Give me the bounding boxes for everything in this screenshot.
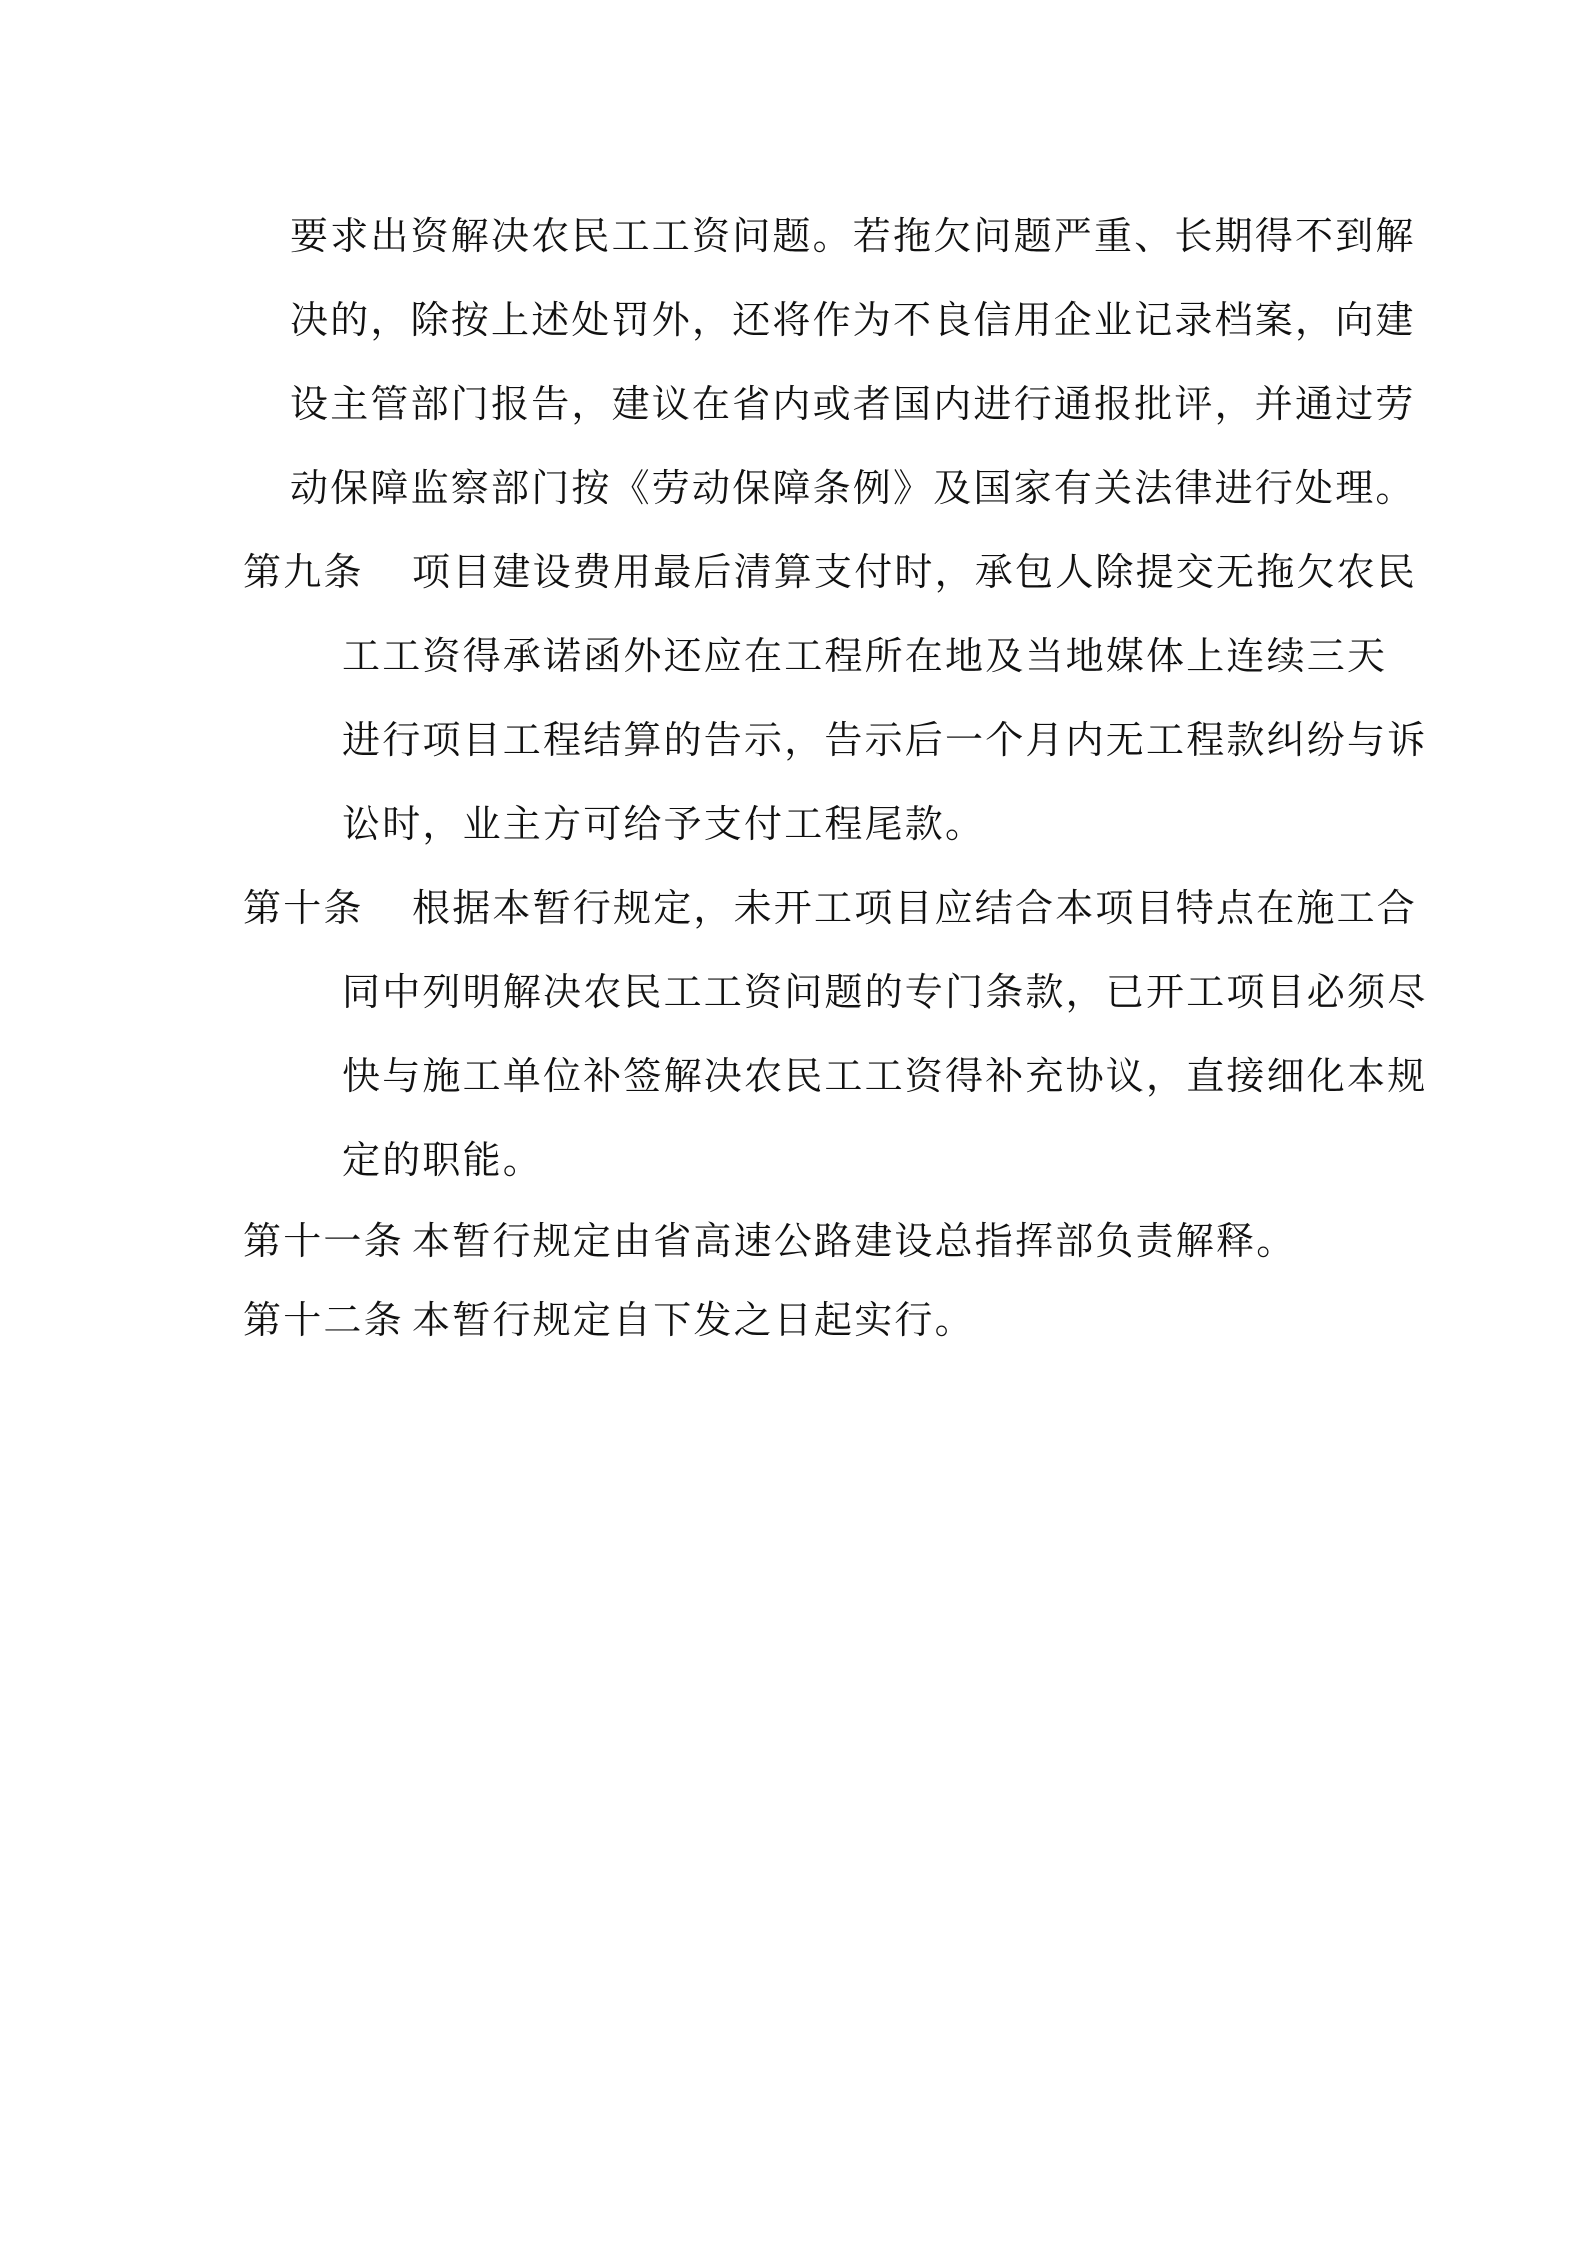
article-text-line: 项目建设费用最后清算支付时，承包人除提交无拖欠农民 xyxy=(412,550,1418,594)
paragraph-line: 要求出资解决农民工工资问题。若拖欠问题严重、长期得不到解 xyxy=(290,214,1416,258)
article-text-line: 根据本暂行规定，未开工项目应结合本项目特点在施工合 xyxy=(412,886,1418,930)
article-label: 第九条 xyxy=(243,550,364,594)
article-label: 第十二条 xyxy=(243,1298,404,1342)
article-text-line: 快与施工单位补签解决农民工工资得补充协议，直接细化本规 xyxy=(342,1054,1428,1098)
article-label: 第十一条 xyxy=(243,1219,404,1263)
article-label: 第十条 xyxy=(243,886,364,930)
article-text-line: 讼时，业主方可给予支付工程尾款。 xyxy=(342,802,986,846)
paragraph-line: 动保障监察部门按《劳动保障条例》及国家有关法律进行处理。 xyxy=(290,466,1416,510)
article-text-line: 本暂行规定由省高速公路建设总指挥部负责解释。 xyxy=(412,1219,1297,1263)
article-text-line: 同中列明解决农民工工资问题的专门条款，已开工项目必须尽 xyxy=(342,970,1428,1014)
article-text-line: 工工资得承诺函外还应在工程所在地及当地媒体上连续三天 xyxy=(342,634,1388,678)
article-text-line: 进行项目工程结算的告示，告示后一个月内无工程款纠纷与诉 xyxy=(342,718,1428,762)
paragraph-line: 决的，除按上述处罚外，还将作为不良信用企业记录档案，向建 xyxy=(290,298,1416,342)
article-text-line: 定的职能。 xyxy=(342,1138,544,1182)
paragraph-line: 设主管部门报告，建议在省内或者国内进行通报批评，并通过劳 xyxy=(290,382,1416,426)
article-text-line: 本暂行规定自下发之日起实行。 xyxy=(412,1298,975,1342)
